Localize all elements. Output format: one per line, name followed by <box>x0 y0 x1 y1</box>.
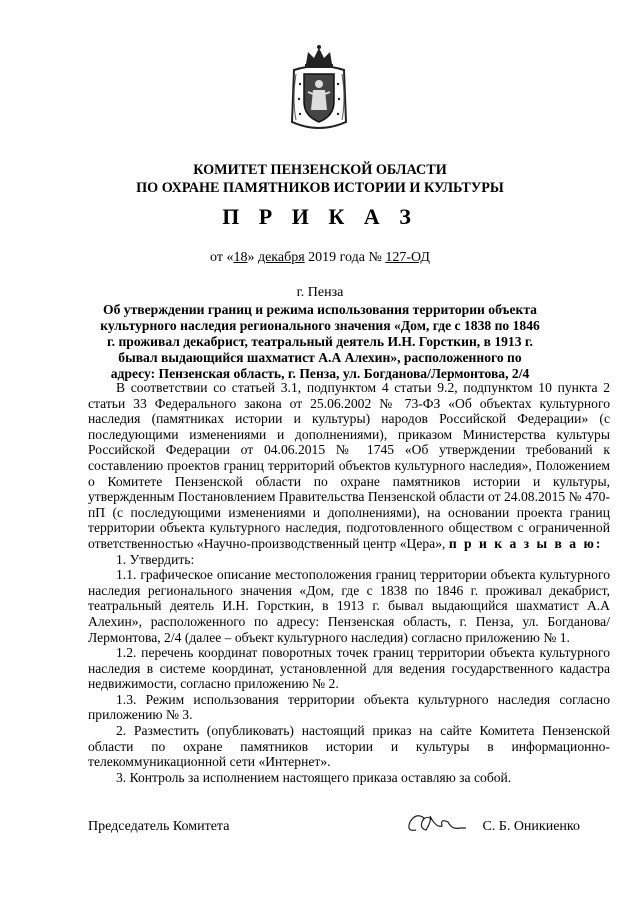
date-mid: » <box>247 250 258 265</box>
date-month: декабря <box>257 250 305 265</box>
item-1-3: 1.3. Режим использования территории объекта культурного наследия согласно приложению № 3. <box>88 691 610 723</box>
signer-position: Председатель Комитета <box>88 819 230 834</box>
date-prefix: от « <box>210 250 234 265</box>
org-line-1: КОМИТЕТ ПЕНЗЕНСКОЙ ОБЛАСТИ <box>193 162 447 178</box>
order-word: п р и к а з ы в а ю: <box>448 535 603 551</box>
date-year: 2019 года № <box>304 250 386 265</box>
issuing-authority <box>0 161 640 197</box>
item-1: 1. Утвердить: <box>116 551 195 567</box>
handwritten-signature-icon <box>402 808 468 838</box>
order-subject: Об утверждении границ и режима использования территории объекта культурного наследия регионального значения «Дом, где с 1838 по 1846 г. проживал декабрист, театральный деятель И.Н. Горсткин, в 1913 г. бывал выдающийся шахматист А.А Алехин», расположенного по адресу: Пензенская область, г. Пенза, ул. Богданова/Лермонтова, 2/4 <box>100 302 540 381</box>
document-type-title: П Р И К А З <box>222 204 418 229</box>
item-2: 2. Разместить (опубликовать) настоящий приказ на сайте Комитета Пензенской области по охране памятников истории и культуры в информационно-телекоммуникационной сети «Интернет». <box>88 723 610 770</box>
coat-of-arms-icon <box>288 44 350 130</box>
org-line-2: ПО ОХРАНЕ ПАМЯТНИКОВ ИСТОРИИ И КУЛЬТУРЫ <box>136 180 504 196</box>
preamble-text: В соответствии со статьей 3.1, подпунктом 4 статьи 9.2, подпунктом 10 пункта 2 статьи 33 Федерального закона от 25.06.2002 № 73-ФЗ «Об объектах культурного наследия (памятниках истории и культуры) народов Российской Федерации» (с последующими изменениями и дополнениями), приказом Министерства культуры Российской Федерации от 04.06.2015 № 1745 «Об утверждении требований к составлению проектов границ территорий объектов культурного наследия», Положением о Комитете Пензенской области по охране памятников истории и культуры, утвержденным Постановлением Правительства Пензенской области от 24.08.2015 № 470-пП (с последующими изменениями и дополнениями), на основании проекта границ территории объекта культурного наследия, подготовленного обществом с ограниченной ответственностью «Научно-производственный центр «Цера», <box>88 380 610 551</box>
item-1-2: 1.2. перечень координат поворотных точек границ территории объекта культурного наследия в системе координат, установленной для ведения государственного кадастра недвижимости, согласно приложению № 2. <box>88 645 610 692</box>
order-body <box>88 380 610 785</box>
date-day: 18 <box>233 250 248 265</box>
date-and-number-line <box>0 250 640 266</box>
item-3: 3. Контроль за исполнением настоящего приказа оставляю за собой. <box>116 769 512 785</box>
item-1-1: 1.1. графическое описание местоположения границ территории объекта культурного наследия регионального значения «Дом, где с 1838 по 1846 г. проживал декабрист, театральный деятель И.Н. Горсткин, в 1913 г. бывал выдающийся шахматист А.А Алехин», расположенного по адресу: Пензенская область, г. Пенза, ул. Богданова/Лермонтова, 2/4 (далее – объект культурного наследия) согласно приложению № 1. <box>88 567 610 645</box>
signer-name: С. Б. Оникиенко <box>482 819 580 834</box>
preamble-paragraph <box>88 380 610 552</box>
city-line: г. Пенза <box>296 285 344 300</box>
order-number: 127-ОД <box>385 250 430 265</box>
